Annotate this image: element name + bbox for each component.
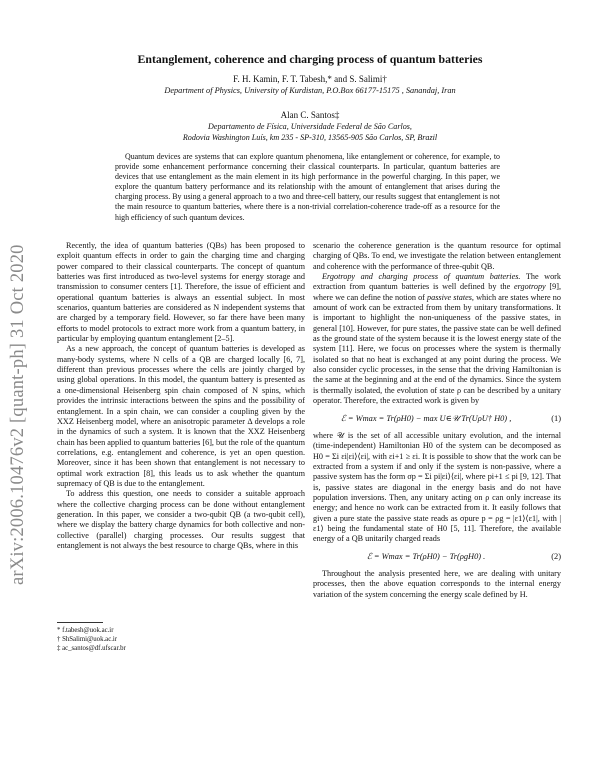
- equation-body: ℰ = Wmax = Tr(ρH0) − Tr(ρgH0) .: [366, 551, 486, 561]
- abstract: Quantum devices are systems that can explore quantum phenomena, like entanglement or coherence, for example, to provide some enhancement performance concerning their classical counterparts. In particular, quantum batteries are devices that use entanglement as the main element in its high performance in the powerful charging. In this paper, we explore the quantum battery performance and its relationship with the amount of entanglement that arises during the charging process. By using a general approach to a two and three-cell battery, our results suggest that entanglement is not the main resource to quantum batteries, where there is a non-trivial correlation-coherence trade-off as a resource for the high efficiency of such quantum devices.: [115, 152, 500, 222]
- footnote-email[interactable]: † ShSalimi@uok.ac.ir: [57, 636, 118, 643]
- text-span: [9], where we can define the notion of: [313, 282, 562, 302]
- paper-title: Entanglement, coherence and charging process of quantum batteries: [137, 52, 483, 66]
- equation-body: ℰ = Wmax = Tr(ρH0) − max U∈𝒰 Tr(UρU† H0) ,: [340, 413, 512, 423]
- affiliation-2: [60, 121, 560, 143]
- body-paragraph: [313, 272, 561, 406]
- footnotes: [57, 626, 297, 653]
- body-paragraph: scenario the coherence generation is the quantum resource for optimal charging of QBs. To end, we investigate the relation between entanglement and coherence with the performance of three-qubit QB.: [313, 241, 561, 271]
- equation-2: [313, 552, 561, 562]
- left-column: [57, 241, 305, 551]
- footnote-email[interactable]: ‡ ac_santos@df.ufscar.br: [57, 645, 126, 652]
- affiliation-2-line-2: Rodovia Washington Luís, km 235 - SP-310, 13565-905 São Carlos, SP, Brazil: [182, 133, 438, 142]
- body-paragraph: where 𝒰 is the set of all accessible unitary evolution, and the internal (time-independent) Hamiltonian H0 of the system can be decomposed as H0 = Σi εi|εi⟩⟨εi|, with εi+1 ≥ εi. It is possible to show that the work can be extracted from a system if and only if the system is non-passive, where a passive system has the form σp = Σi pi|εi⟩⟨εi|, where pi+1 ≤ pi [9, 12]. That is, passive states are diagonal in the energy basis and do not have population inversions. Then, any unitary acting on ρ can only increase its energy; and hence no work can be extracted from it. It easily follows that given a pure state the passive state reads as σpure p = ρg = |ε1⟩⟨ε1|, with |ε1⟩ being the fundamental state of H0 [5, 11]. Therefore, the available energy of a QB unitarily charged reads: [313, 430, 561, 544]
- affiliation-1: Department of Physics, University of Kurdistan, P.O.Box 66177-15175 , Sanandaj, Iran: [164, 86, 456, 95]
- equation-number: (1): [551, 413, 561, 423]
- equation-1: [313, 414, 561, 424]
- body-paragraph: As a new approach, the concept of quantum batteries is developed as many-body systems, where N cells of a QB are charged locally [6, 7], different than previous processes where the cells are jointly charged by using global operations. In this model, the quantum battery is presented as a one-dimensional Heisenberg spin chain composed of N spins, which provides the intrinsic interactions between the spins and the possibility of entanglement. In a spin chain, we can consider a coupling given by the XXZ Heisenberg model, where an anisotropic parameter Δ develops a role in the dynamics of such a system. It is known that the XXZ Heisenberg chain has been applied to quantum batteries [6], but the role of the quantum correlations, e.g. entanglement and coherence, is yet an open question. Moreover, since it has been shown that entanglement is not necessary to optimal work extraction [8], this leads us to ask whether the quantum supremacy of QB is due to the entanglement.: [57, 344, 305, 488]
- authors-line-1: F. H. Kamin, F. T. Tabesh,* and S. Salimi†: [233, 74, 387, 84]
- arxiv-stamp: arXiv:2006.10476v2 [quant-ph] 31 Oct 2020: [8, 244, 28, 585]
- footnote-email[interactable]: * f.tabesh@uok.ac.ir: [57, 627, 114, 634]
- term-passive-states: passive states: [427, 292, 472, 302]
- equation-number: (2): [551, 551, 561, 561]
- term-ergotropy: ergotropy: [513, 282, 546, 292]
- section-heading: Ergotropy and charging process of quantum batteries.: [322, 272, 521, 282]
- text-span: The work extraction from quantum batteries is well defined by the: [313, 272, 561, 292]
- footnote-rule: [57, 622, 103, 623]
- body-paragraph: To address this question, one needs to consider a suitable approach where the collective charging process can be done without entanglement generation. In this paper, we consider a two-qubit QB (a two-qubit cell), where we display the battery charge dynamics for both collective and non-collective (parallel) charging processes. Our results suggest that entanglement is not always the best resource to charge QBs, where in this: [57, 489, 305, 550]
- right-column: [313, 241, 561, 600]
- affiliation-2-line-1: Departamento de Física, Universidade Federal de São Carlos,: [208, 122, 412, 131]
- body-paragraph: Throughout the analysis presented here, we are dealing with unitary processes, then the above equation corresponds to the internal energy variation of the system concerning the energy scale defined by H.: [313, 568, 561, 599]
- authors-line-2: Alan C. Santos‡: [280, 110, 340, 120]
- text-span: , which are states where no amount of work can be extracted from them by unitary transformations. It is important to highlight the non-uniqueness of the passive states, in general [10]. However, for pure states, the passive state can be well defined as the ground state of the system because it is the lowest energy state of the system [11]. Here, we focus on processes where the system is thermally isolated so that no heat is exchanged at any point during the process. We also consider cyclic processes, in the sense that the driving Hamiltonian is the same at the beginning and at the end of the dynamics. Since the system is thermally isolated, the evolution of state ρ can be described by a unitary operator. Therefore, the extracted work is given by: [313, 292, 561, 406]
- body-paragraph: Recently, the idea of quantum batteries (QBs) has been proposed to exploit quantum effects in order to gain the charging time and charging power compared to their classical counterparts. The concept of quantum batteries was first introduced as two-level systems for energy storage and transmission to consumer centers [1]. Therefore, the issue of efficient and operational quantum batteries is always an essential subject. In most scenarios, quantum batteries are considered as N independent systems that are charged by a temporary field. However, so far there have been many efforts to model protocols to extract more work from a quantum battery, in particular by employing quantum entanglement [2–5].: [57, 241, 305, 344]
